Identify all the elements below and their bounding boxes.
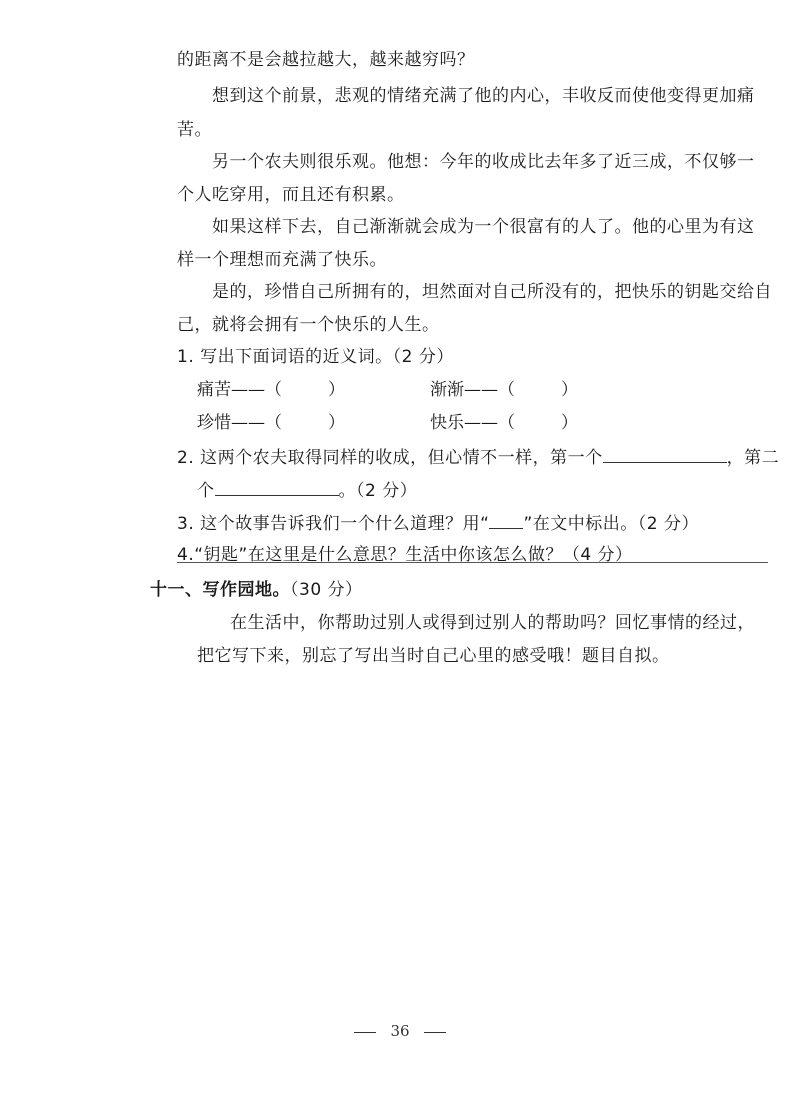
- synonym-close-paren: ）: [561, 380, 578, 400]
- synonym-close-paren: ）: [328, 413, 345, 433]
- page-footer: [0, 1022, 800, 1040]
- section-11-heading: [150, 578, 363, 602]
- synonym-word: 渐渐——（: [430, 380, 515, 400]
- question-2-text: 2. 这两个农夫取得同样的收成，但心情不一样，第一个: [177, 448, 603, 468]
- question-3-text: 3. 这个故事告诉我们一个什么道理？用“: [177, 514, 490, 534]
- question-3-text-end: ”在文中标出。（2 分）: [523, 514, 699, 534]
- story-paragraph-4-line-2: 己，就将会拥有一个快乐的人生。: [177, 315, 440, 335]
- question-2-line-1: [177, 444, 779, 470]
- synonym-item: [430, 378, 578, 402]
- question-2-text-second: ，第二: [726, 448, 780, 468]
- synonym-word: 痛苦——（: [197, 380, 282, 400]
- question-1: 1. 写出下面词语的近义词。（2 分）: [177, 347, 454, 367]
- question-2-score: 。（2 分）: [338, 481, 418, 501]
- question-4: 4.“钥匙”在这里是什么意思？生活中你该怎么做？（4 分）: [177, 545, 633, 565]
- synonym-close-paren: ）: [561, 413, 578, 433]
- synonym-item: [197, 411, 345, 435]
- synonym-item: [197, 378, 345, 402]
- story-paragraph-2-line-1: 另一个农夫则很乐观。他想：今年的收成比去年多了近三成，不仅够一: [212, 152, 755, 172]
- question-3: [177, 510, 699, 536]
- question-4-answer-line[interactable]: [177, 562, 768, 563]
- story-paragraph-1-line-1: 想到这个前景，悲观的情绪充满了他的内心，丰收反而使他变得更加痛: [212, 86, 755, 106]
- synonym-item: [430, 411, 578, 435]
- question-2-text-ge: 个: [197, 481, 215, 501]
- question-2-line-2: [197, 477, 417, 503]
- question-2-blank-2[interactable]: [215, 477, 339, 496]
- footer-dash-right: [424, 1032, 446, 1033]
- synonym-close-paren: ）: [328, 380, 345, 400]
- story-paragraph-3-line-2: 样一个理想而充满了快乐。: [177, 250, 387, 270]
- story-paragraph-1-line-2: 苦。: [177, 120, 212, 140]
- writing-prompt-line-1: 在生活中，你帮助过别人或得到过别人的帮助吗？回忆事情的经过，: [230, 613, 755, 633]
- story-paragraph-0: 的距离不是会越拉越大，越来越穷吗？: [177, 50, 475, 70]
- writing-prompt-line-2: 把它写下来，别忘了写出当时自己心里的感受哦！题目自拟。: [197, 646, 670, 666]
- synonym-word: 珍惜——（: [197, 413, 282, 433]
- section-11-title: 十一、写作园地。: [150, 580, 290, 600]
- story-paragraph-3-line-1: 如果这样下去，自己渐渐就会成为一个很富有的人了。他的心里为有这: [212, 217, 755, 237]
- question-2-blank-1[interactable]: [603, 444, 727, 463]
- story-paragraph-4-line-1: 是的，珍惜自己所拥有的，坦然面对自己所没有的，把快乐的钥匙交给自: [212, 282, 772, 302]
- synonym-word: 快乐——（: [430, 413, 515, 433]
- footer-dash-left: [354, 1032, 376, 1033]
- story-paragraph-2-line-2: 个人吃穿用，而且还有积累。: [177, 185, 405, 205]
- section-11-score: （30 分）: [290, 580, 363, 600]
- question-3-mark-blank[interactable]: [489, 510, 523, 529]
- page-number: 36: [390, 1022, 410, 1040]
